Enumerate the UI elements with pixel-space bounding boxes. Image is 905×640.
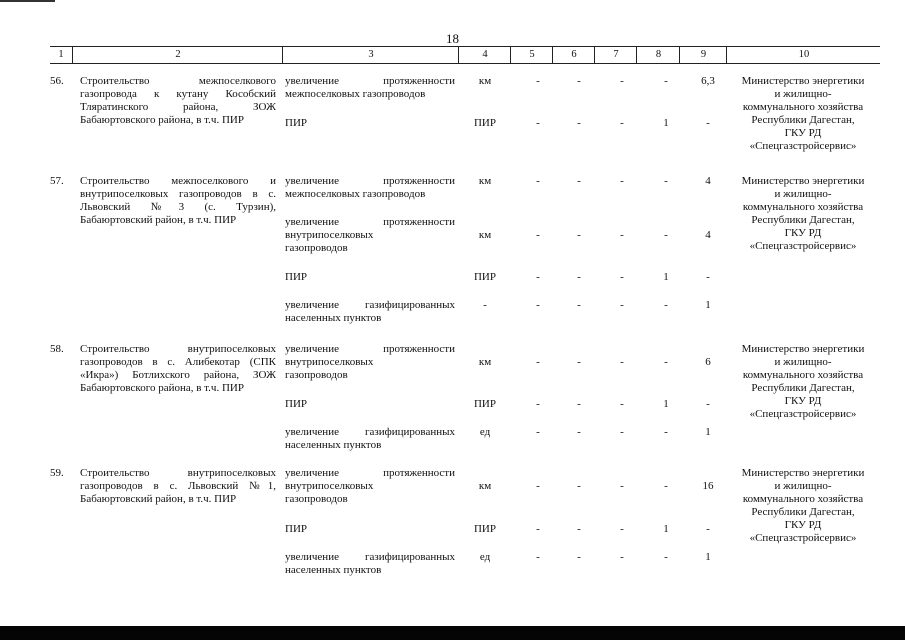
value-cell-c9: 1 [705, 299, 711, 311]
indicator-line: увеличение протяженности [285, 343, 455, 355]
header-cell-10: 10 [726, 47, 881, 63]
indicator-line: населенных пунктов [285, 312, 382, 324]
value-cell-c8: - [664, 551, 668, 563]
project-name-line: Бабаюртовского района, в т.ч. ПИР [80, 382, 244, 394]
value-cell-c8: - [664, 480, 668, 492]
executor-line: «Спецгазстройсервис» [749, 240, 857, 252]
unit-cell: ПИР [473, 271, 496, 283]
value-cell-c6: - [577, 299, 581, 311]
indicator-line: ПИР [285, 398, 308, 410]
executor-line: ГКУ РД [784, 127, 822, 139]
indicator-line: ПИР [285, 117, 308, 129]
indicator-line: увеличение газифицированных [285, 426, 455, 438]
executor-line: и жилищно- [774, 88, 832, 100]
unit-cell: ед [479, 426, 491, 438]
value-cell-c8: 1 [663, 117, 669, 129]
value-cell-c7: - [620, 523, 624, 535]
header-cell-6: 6 [552, 47, 595, 63]
project-name-line: Строительство внутрипоселковых [80, 343, 276, 355]
executor-line: Республики Дагестан, [751, 114, 855, 126]
indicator-line: внутрипоселковых [285, 356, 374, 368]
project-name-line: «Икра») Ботлихского района, ЗОЖ [80, 369, 276, 381]
value-cell-c7: - [620, 75, 624, 87]
value-cell-c5: - [536, 398, 540, 410]
executor-line: ГКУ РД [784, 227, 822, 239]
value-cell-c7: - [620, 426, 624, 438]
indicator-line: внутрипоселковых [285, 480, 374, 492]
project-name-line: внутрипоселковых газопроводов в с. [80, 188, 276, 200]
value-cell-c9: 6 [705, 356, 711, 368]
project-name-line: газопроводов в с. Львовский №1, [80, 480, 276, 492]
indicator-line: увеличение газифицированных [285, 299, 455, 311]
executor-line: Министерство энергетики [741, 467, 865, 479]
value-cell-c9: - [706, 523, 710, 535]
unit-cell: км [478, 480, 492, 492]
executor-line: коммунального хозяйства [742, 101, 864, 113]
value-cell-c5: - [536, 229, 540, 241]
unit-cell: ПИР [473, 117, 496, 129]
value-cell-c9: 1 [705, 426, 711, 438]
value-cell-c8: - [664, 229, 668, 241]
executor-line: «Спецгазстройсервис» [749, 140, 857, 152]
value-cell-c7: - [620, 480, 624, 492]
value-cell-c6: - [577, 426, 581, 438]
executor-line: и жилищно- [774, 356, 832, 368]
table-header-row [50, 46, 880, 64]
value-cell-c5: - [536, 480, 540, 492]
project-name-line: Бабаюртовский район, в т.ч. ПИР [80, 214, 237, 226]
header-cell-9: 9 [679, 47, 727, 63]
indicator-line: ПИР [285, 523, 308, 535]
indicator-line: ПИР [285, 271, 308, 283]
value-cell-c9: 16 [702, 480, 714, 492]
header-cell-8: 8 [636, 47, 680, 63]
indicator-line: увеличение протяженности [285, 175, 455, 187]
value-cell-c5: - [536, 117, 540, 129]
header-cell-2: 2 [72, 47, 283, 63]
value-cell-c5: - [536, 426, 540, 438]
header-cell-1: 1 [58, 49, 64, 60]
value-cell-c8: 1 [663, 523, 669, 535]
project-name-line: Бабаюртовский район, в т.ч. ПИР [80, 493, 237, 505]
indicator-line: внутрипоселковых [285, 229, 374, 241]
value-cell-c5: - [536, 551, 540, 563]
project-name-line: газопроводов в с. Алибекотар (СПК [80, 356, 276, 368]
indicator-line: газопроводов [285, 493, 348, 505]
row-number: 59. [50, 467, 64, 479]
unit-cell: км [478, 229, 492, 241]
value-cell-c6: - [577, 480, 581, 492]
value-cell-c5: - [536, 271, 540, 283]
project-name-line: Львовский №3 (с. Турзин), [80, 201, 276, 213]
executor-line: Министерство энергетики [741, 343, 865, 355]
indicator-line: межпоселковых газопроводов [285, 188, 426, 200]
executor-line: «Спецгазстройсервис» [749, 532, 857, 544]
header-cell-3: 3 [282, 47, 459, 63]
row-number: 57. [50, 175, 64, 187]
value-cell-c8: 1 [663, 271, 669, 283]
unit-cell: км [478, 175, 492, 187]
value-cell-c8: - [664, 299, 668, 311]
indicator-line: газопроводов [285, 369, 348, 381]
value-cell-c5: - [536, 356, 540, 368]
header-cell-4: 4 [458, 47, 511, 63]
row-number: 58. [50, 343, 64, 355]
value-cell-c7: - [620, 299, 624, 311]
value-cell-c6: - [577, 229, 581, 241]
value-cell-c6: - [577, 523, 581, 535]
value-cell-c5: - [536, 175, 540, 187]
unit-cell: км [478, 75, 492, 87]
executor-line: и жилищно- [774, 188, 832, 200]
project-name-line: Строительство межпоселкового и [80, 175, 276, 187]
value-cell-c9: - [706, 398, 710, 410]
row-number: 56. [50, 75, 64, 87]
unit-cell: ПИР [473, 398, 496, 410]
value-cell-c6: - [577, 551, 581, 563]
executor-line: Министерство энергетики [741, 75, 865, 87]
indicator-line: увеличение протяженности [285, 75, 455, 87]
executor-line: коммунального хозяйства [742, 369, 864, 381]
value-cell-c6: - [577, 271, 581, 283]
indicator-line: увеличение газифицированных [285, 551, 455, 563]
value-cell-c8: - [664, 75, 668, 87]
indicator-line: населенных пунктов [285, 564, 382, 576]
value-cell-c6: - [577, 175, 581, 187]
value-cell-c5: - [536, 299, 540, 311]
value-cell-c8: - [664, 175, 668, 187]
value-cell-c9: 4 [705, 229, 711, 241]
project-name-line: газопровода к кутану Кособский [80, 88, 276, 100]
value-cell-c6: - [577, 75, 581, 87]
value-cell-c9: 1 [705, 551, 711, 563]
unit-cell: ед [479, 551, 491, 563]
unit-cell: - [483, 299, 487, 311]
page-number: 18 [446, 31, 459, 46]
executor-line: Республики Дагестан, [751, 214, 855, 226]
project-name-line: Бабаюртовского района, в т.ч. ПИР [80, 114, 244, 126]
value-cell-c6: - [577, 356, 581, 368]
unit-cell: км [478, 356, 492, 368]
value-cell-c7: - [620, 229, 624, 241]
unit-cell: ПИР [473, 523, 496, 535]
indicator-line: увеличение протяженности [285, 216, 455, 228]
executor-line: и жилищно- [774, 480, 832, 492]
indicator-line: населенных пунктов [285, 439, 382, 451]
value-cell-c7: - [620, 398, 624, 410]
executor-line: Республики Дагестан, [751, 506, 855, 518]
value-cell-c6: - [577, 117, 581, 129]
executor-line: коммунального хозяйства [742, 493, 864, 505]
executor-line: «Спецгазстройсервис» [749, 408, 857, 420]
executor-line: коммунального хозяйства [742, 201, 864, 213]
value-cell-c5: - [536, 523, 540, 535]
executor-line: ГКУ РД [784, 395, 822, 407]
value-cell-c8: 1 [663, 398, 669, 410]
value-cell-c7: - [620, 117, 624, 129]
value-cell-c7: - [620, 551, 624, 563]
value-cell-c9: 4 [705, 175, 711, 187]
project-name-line: Строительство межпоселкового [80, 75, 276, 87]
header-cell-5: 5 [510, 47, 553, 63]
value-cell-c8: - [664, 426, 668, 438]
indicator-line: газопроводов [285, 242, 348, 254]
project-name-line: Тляратинского района, ЗОЖ [80, 101, 276, 113]
value-cell-c8: - [664, 356, 668, 368]
executor-line: Республики Дагестан, [751, 382, 855, 394]
header-cell-7: 7 [594, 47, 637, 63]
indicator-line: увеличение протяженности [285, 467, 455, 479]
value-cell-c7: - [620, 271, 624, 283]
value-cell-c9: 6,3 [701, 75, 715, 87]
value-cell-c9: - [706, 117, 710, 129]
executor-line: ГКУ РД [784, 519, 822, 531]
value-cell-c9: - [706, 271, 710, 283]
indicator-line: межпоселковых газопроводов [285, 88, 426, 100]
executor-line: Министерство энергетики [741, 175, 865, 187]
value-cell-c7: - [620, 356, 624, 368]
scan-bottom-border [0, 626, 905, 640]
value-cell-c5: - [536, 75, 540, 87]
project-name-line: Строительство внутрипоселковых [80, 467, 276, 479]
value-cell-c6: - [577, 398, 581, 410]
value-cell-c7: - [620, 175, 624, 187]
scan-edge-mark [0, 0, 55, 2]
